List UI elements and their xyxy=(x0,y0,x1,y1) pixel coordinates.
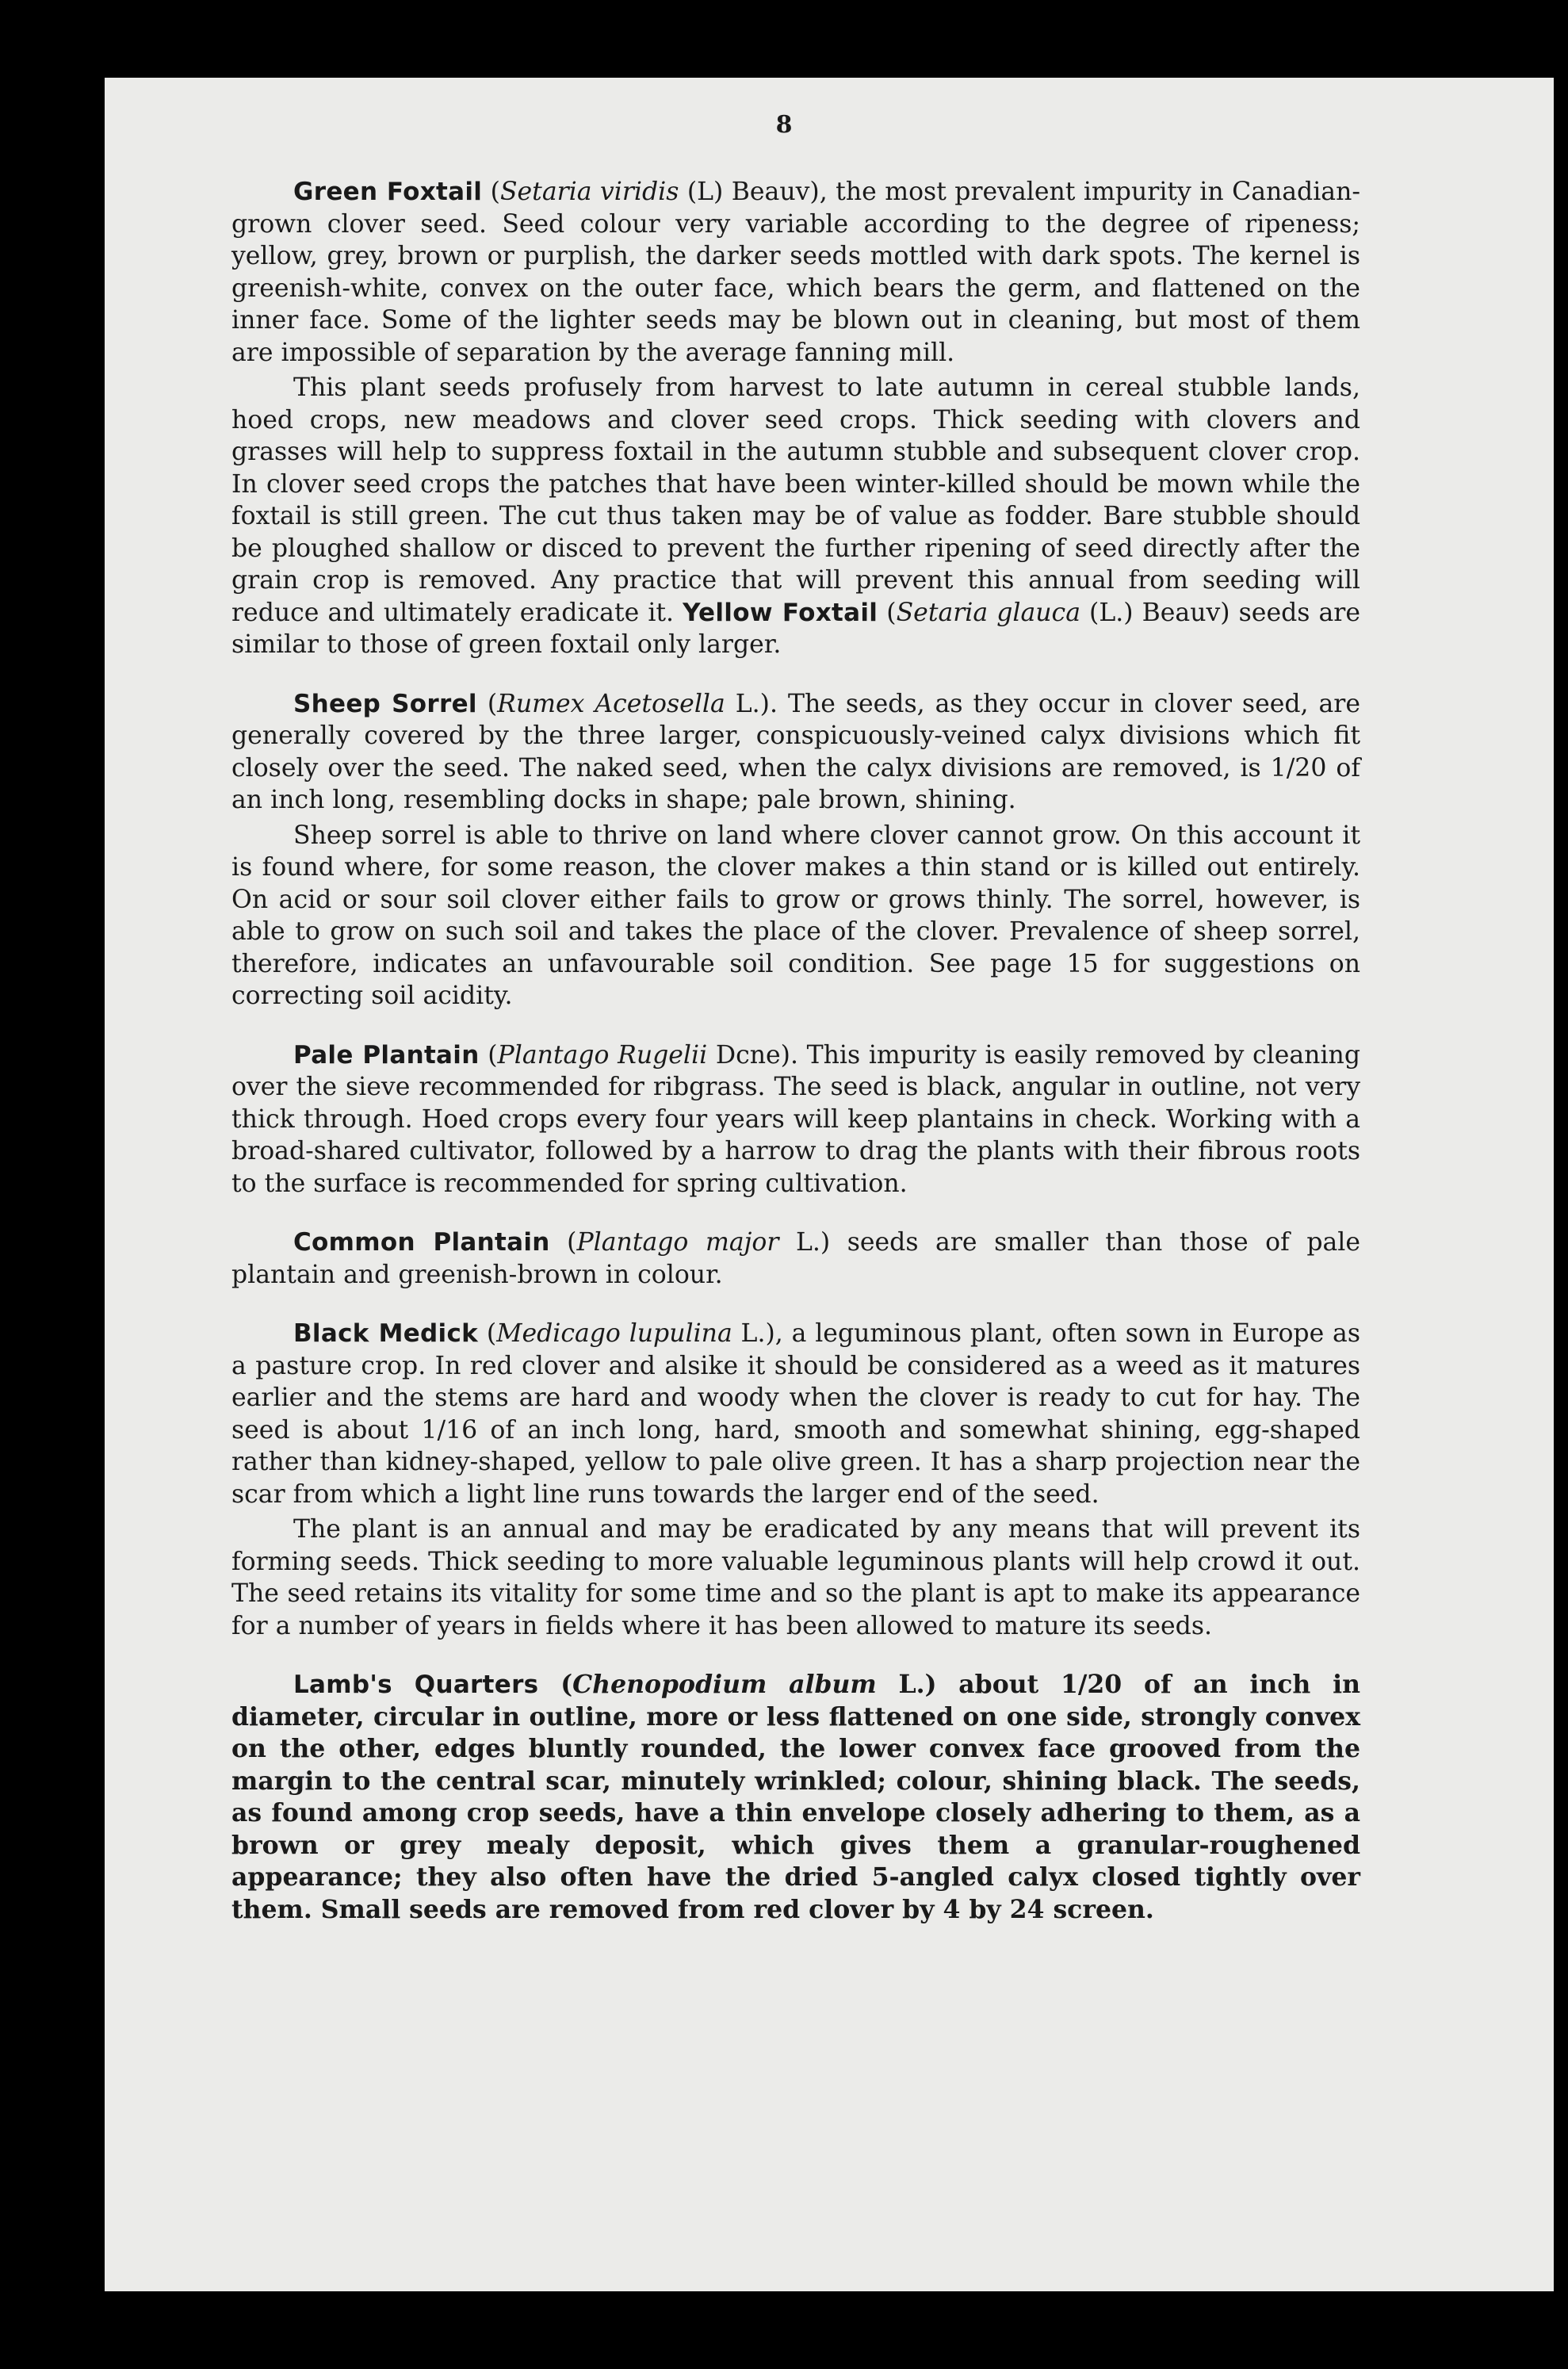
lambs-quarters-scientific-name: Chenopodium album xyxy=(572,1670,877,1699)
green-foxtail-scientific-name: Setaria viridis xyxy=(499,178,679,206)
common-plantain-description: L.) seeds are smaller than those of pale plantain and greenish-brown in colour. xyxy=(231,1228,1361,1289)
page-number: 8 xyxy=(775,111,793,139)
sheep-sorrel-paragraph: Sheep Sorrel (Rumex Acetosella L.). The seeds, as they occur in clover seed, are generally covered by the three larger, conspicuously-veined calyx divisions which fit closely over the seed. The naked seed, when the calyx divisions are removed, is 1/20 of an inch long, resembling docks in shape; pale brown, shining. xyxy=(231,689,1360,814)
yellow-foxtail-heading: Yellow Foxtail xyxy=(683,598,878,627)
sheep-sorrel-description: L.). The seeds, as they occur in clover seed, are generally covered by the three larger, conspicuously-veined calyx divisions which fit closely over the seed. The naked seed, when the calyx divisions are removed, is 1/20 of an inch long, resembling docks in shape; pale brown, shining. xyxy=(231,689,1360,814)
black-medick-paragraph: Black Medick (Medicago lupulina L.), a leguminous plant, often sown in Europe as a pasture crop. In red clover and alsike it should be considered as a weed as it matures earlier and the stems are hard and woody when the clover is ready to cut for hay. The seed is about 1/16 of an inch long, hard, smooth and somewhat shining, egg-shaped rather than kidney-shaped, yellow to pale olive green. It has a sharp projection near the scar from which a light line runs towards the larger end of the seed. xyxy=(231,1319,1360,1509)
common-plantain-heading: Common Plantain xyxy=(293,1228,550,1257)
black-medick-control-paragraph: The plant is an annual and may be eradicated by any means that will prevent its forming seeds. Thick seeding to more valuable leguminous plants will help crowd it out. The seed retains its vitality for some time and so the plant is apt to make its appearance for a number of years in fields where it has been allowed to mature its seeds. xyxy=(231,1515,1360,1640)
green-foxtail-description: (L) Beauv), the most prevalent impurity in Canadian-grown clover seed. Seed colour very variable according to the degree of ripeness; yellow, grey, brown or purplish, the darker seeds mottled with dark spots. The kernel is greenish-white, convex on the outer face, which bears the germ, and flattened on the inner face. Some of the lighter seeds may be blown out in cleaning, but most of them are impossible of separation by the average fanning mill. xyxy=(231,178,1360,367)
lambs-quarters-heading: Lamb's Quarters xyxy=(293,1671,539,1699)
pale-plantain-description: Dcne). This impurity is easily removed by cleaning over the sieve recommended for ribgrass. The seed is black, angular in outline, not very thick through. Hoed crops every four years will keep plantains in check. Working with a broad-shared cultivator, followed by a harrow to drag the plants with their fibrous roots to the surface is recommended for spring cultivation. xyxy=(231,1040,1360,1198)
sheep-sorrel-heading: Sheep Sorrel xyxy=(293,689,477,718)
green-foxtail-control-paragraph: This plant seeds profusely from harvest to late autumn in cereal stubble lands, hoed crops, new meadows and clover seed crops. Thick seeding with clovers and grasses will help to suppress foxtail in the autumn stubble and subsequent clover crop. In clover seed crops the patches that have been winter-killed should be mown while the foxtail is still green. The cut thus taken may be of value as fodder. Bare stubble should be ploughed shallow or disced to prevent the further ripening of seed directly after the grain crop is removed. Any practice that will prevent this annual from seeding will reduce and ultimately eradicate it. Yellow Foxtail (Setaria glauca (L.) Beauv) seeds are similar to those of green foxtail only larger. xyxy=(231,373,1360,659)
black-medick-description: L.), a leguminous plant, often sown in Europe as a pasture crop. In red clover and alsike it should be considered as a weed as it matures earlier and the stems are hard and woody when the clover is ready to cut for hay. The seed is about 1/16 of an inch long, hard, smooth and somewhat shining, egg-shaped rather than kidney-shaped, yellow to pale olive green. It has a sharp projection near the scar from which a light line runs towards the larger end of the seed. xyxy=(231,1319,1360,1509)
pale-plantain-paragraph: Pale Plantain (Plantago Rugelii Dcne). This impurity is easily removed by cleaning over the sieve recommended for ribgrass. The seed is black, angular in outline, not very thick through. Hoed crops every four years will keep plantains in check. Working with a broad-shared cultivator, followed by a harrow to drag the plants with their fibrous roots to the surface is recommended for spring cultivation. xyxy=(231,1040,1360,1198)
common-plantain-paragraph: Common Plantain (Plantago major L.) seeds are smaller than those of pale plantain and greenish-brown in colour. xyxy=(231,1228,1361,1289)
sheep-sorrel-control-paragraph: Sheep sorrel is able to thrive on land where clover cannot grow. On this account it is found where, for some reason, the clover makes a thin stand or is killed out entirely. On acid or sour soil clover either fails to grow or grows thinly. The sorrel, however, is able to grow on such soil and takes the place of the clover. Prevalence of sheep sorrel, therefore, indicates an unfavourable soil condition. See page 15 for suggestions on correcting soil acidity. xyxy=(231,821,1360,1010)
lambs-quarters-paragraph: Lamb's Quarters (Chenopodium album L.) about 1/20 of an inch in diameter, circular in outline, more or less flattened on one side, strongly convex on the other, edges bluntly rounded, the lower convex face grooved from the margin to the central scar, minutely wrinkled; colour, shining black. The seeds, as found among crop seeds, have a thin envelope closely adhering to them, as a brown or grey mealy deposit, which gives them a granular-roughened appearance; they also often have the dried 5-angled calyx closed tightly over them. Small seeds are removed from red clover by 4 by 24 screen. xyxy=(231,1670,1360,1924)
pale-plantain-heading: Pale Plantain xyxy=(293,1040,480,1070)
green-foxtail-paragraph: Green Foxtail (Setaria viridis (L) Beauv), the most prevalent impurity in Canadian-grown clover seed. Seed colour very variable according to the degree of ripeness; yellow, grey, brown or purplish, the darker seeds mottled with dark spots. The kernel is greenish-white, convex on the outer face, which bears the germ, and flattened on the inner face. Some of the lighter seeds may be blown out in cleaning, but most of them are impossible of separation by the average fanning mill. xyxy=(231,178,1360,367)
yellow-foxtail-scientific-name: Setaria glauca xyxy=(896,598,1080,627)
common-plantain-scientific-name: Plantago major xyxy=(576,1228,779,1257)
text-column xyxy=(231,176,1360,1926)
black-medick-heading: Black Medick xyxy=(293,1319,479,1348)
lambs-quarters-description: L.) about 1/20 of an inch in diameter, circular in outline, more or less flattened on one side, strongly convex on the other, edges bluntly rounded, the lower convex face grooved from the margin to the central scar, minutely wrinkled; colour, shining black. The seeds, as found among crop seeds, have a thin envelope closely adhering to them, as a brown or grey mealy deposit, which gives them a granular-roughened appearance; they also often have the dried 5-angled calyx closed tightly over them. Small seeds are removed from red clover by 4 by 24 screen. xyxy=(231,1670,1360,1924)
sheep-sorrel-scientific-name: Rumex Acetosella xyxy=(497,689,725,718)
green-foxtail-heading: Green Foxtail xyxy=(293,178,483,206)
black-medick-scientific-name: Medicago lupulina xyxy=(496,1319,732,1348)
pale-plantain-scientific-name: Plantago Rugelii xyxy=(497,1040,708,1070)
